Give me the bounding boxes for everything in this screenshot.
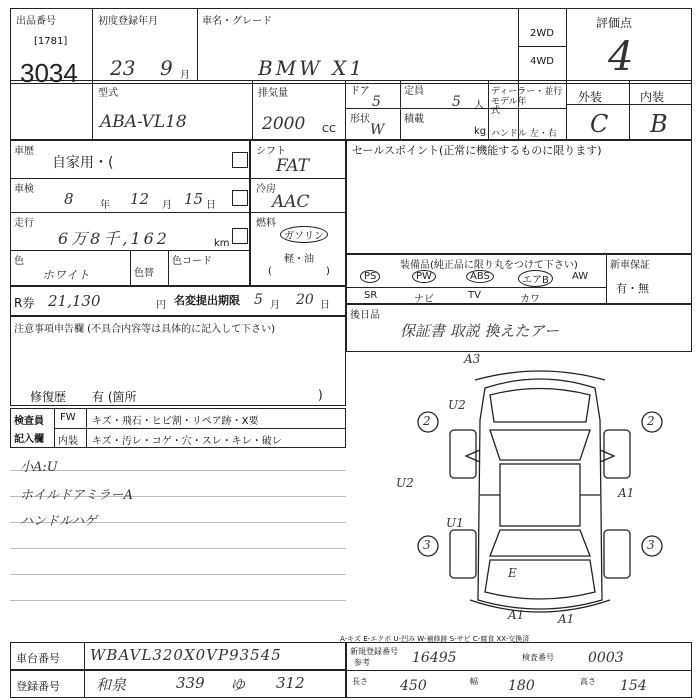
model-label: 車名・グレード bbox=[202, 16, 272, 27]
car-name: BMW X1 bbox=[258, 56, 366, 80]
mark-a1-rear-left: A1 bbox=[508, 608, 525, 622]
inspection-month: 12 bbox=[130, 190, 150, 208]
deadline-month-unit: 月 bbox=[270, 300, 280, 311]
color-label: 色 bbox=[14, 256, 24, 267]
mileage-value: 6万8千,162 bbox=[58, 229, 170, 248]
mark-a1-rear-right: A1 bbox=[558, 612, 575, 626]
drive-4wd: 4WD bbox=[530, 56, 554, 67]
capacity-label: 定員 bbox=[404, 86, 424, 97]
auction-value: 16495 bbox=[412, 650, 457, 666]
lot-number: 3034 bbox=[20, 58, 78, 88]
interior-label: 内装 bbox=[640, 90, 665, 104]
inspection-day: 15 bbox=[184, 190, 204, 208]
shift-label: シフト bbox=[256, 146, 286, 157]
deadline-month: 5 bbox=[254, 292, 263, 308]
note-line-3: ハンドルハゲ bbox=[20, 514, 98, 529]
shift-value: FAT bbox=[276, 156, 310, 176]
fuel-paren-open: ( bbox=[268, 266, 272, 277]
grade-label: 評価点 bbox=[596, 16, 633, 30]
reg-number: 312 bbox=[276, 674, 305, 692]
interior-grade: B bbox=[650, 110, 668, 138]
reg-class: 339 bbox=[176, 674, 205, 692]
equipment-label: 装備品(純正品に限り丸をつけて下さい) bbox=[400, 260, 578, 271]
mark-u2-front: U2 bbox=[448, 398, 466, 412]
rear-value: 保証書 取説 換えたアー bbox=[400, 322, 560, 340]
repair-label: 修復歴 bbox=[30, 390, 67, 404]
month-unit: 月 bbox=[180, 70, 190, 81]
rear-label: 後日品 bbox=[350, 310, 380, 321]
equip-aw: AW bbox=[572, 271, 589, 282]
color-value: ホワイト bbox=[42, 268, 90, 282]
first-reg-month: 9 bbox=[160, 56, 173, 80]
kg-unit: kg bbox=[474, 126, 487, 137]
capacity: 5 bbox=[452, 94, 461, 110]
dealer-label: ディーラー・並行 bbox=[491, 87, 563, 97]
ref-label: 参考 bbox=[354, 658, 370, 667]
mark-u1: U1 bbox=[446, 516, 464, 530]
equip-navi: ナビ bbox=[414, 294, 434, 305]
height-label: 高さ bbox=[580, 677, 596, 686]
fw-label: FW bbox=[60, 412, 76, 423]
color-change-label: 色替 bbox=[134, 268, 154, 279]
day-unit: 日 bbox=[206, 200, 216, 211]
note-line-2: ホイルドアミラーA bbox=[20, 488, 133, 503]
length-label: 長さ bbox=[352, 677, 368, 686]
notes-label: 注意事項申告欄 (不具合内容等は具体的に記入して下さい) bbox=[14, 324, 275, 335]
model-code: ABA-VL18 bbox=[100, 112, 187, 132]
interior-check-text: キズ・汚レ・コゲ・穴・スレ・キレ・破レ bbox=[92, 436, 282, 447]
repair-value: 有 (箇所 bbox=[92, 390, 137, 404]
km-unit: km bbox=[214, 238, 230, 249]
repair-close: ) bbox=[318, 388, 323, 402]
mark-2-right: 2 bbox=[647, 414, 655, 428]
width-label: 幅 bbox=[470, 677, 478, 686]
inspector-label-1: 検査員 bbox=[14, 416, 44, 427]
model-year-label: モデル年式 bbox=[491, 97, 527, 116]
handle-label: ハンドル 左・右 bbox=[491, 129, 557, 139]
reg-area: 和泉 bbox=[96, 676, 127, 694]
doors: 5 bbox=[372, 94, 381, 110]
equip-abs: ABS bbox=[466, 270, 494, 283]
car-damage-diagram bbox=[390, 360, 690, 630]
mileage-label: 走行 bbox=[14, 218, 34, 229]
vin-label: 車台番号 bbox=[16, 652, 60, 665]
width-value: 180 bbox=[508, 678, 535, 694]
reg-label: 登録番号 bbox=[16, 680, 60, 693]
mark-e: E bbox=[508, 566, 517, 580]
fuel-gas: ガソリン bbox=[280, 226, 328, 243]
damage-legend: A-キズ E-エクボ U-凹み W-補修跡 S-サビ C-腐食 XX-交換済 bbox=[340, 635, 530, 643]
deadline-day-unit: 日 bbox=[320, 300, 330, 311]
deadline-day: 20 bbox=[296, 292, 314, 308]
model-code-label: 型式 bbox=[98, 88, 118, 99]
fuel-label: 燃料 bbox=[256, 218, 276, 229]
mark-u2-mirror: U2 bbox=[396, 476, 414, 490]
inspector-label-2: 記入欄 bbox=[14, 434, 44, 445]
fuel-diesel: 軽・油 bbox=[284, 254, 314, 265]
equip-leather: カワ bbox=[520, 294, 540, 305]
shape: W bbox=[370, 122, 385, 138]
length-value: 450 bbox=[400, 678, 427, 694]
inspection-year: 8 bbox=[64, 190, 74, 208]
lot-code: [1781] bbox=[34, 36, 68, 47]
mark-a3: A3 bbox=[464, 352, 481, 366]
equip-tv: TV bbox=[468, 290, 481, 301]
grade-value: 4 bbox=[608, 34, 634, 80]
vin-value: WBAVL320X0VP93545 bbox=[90, 646, 282, 664]
first-reg-label: 初度登録年月 bbox=[98, 16, 158, 27]
serial-label: 検査番号 bbox=[522, 653, 554, 662]
equip-sr: SR bbox=[364, 290, 378, 301]
exterior-grade: C bbox=[590, 110, 609, 138]
r-label: R券 bbox=[14, 296, 35, 310]
mark-3-left: 3 bbox=[423, 538, 431, 552]
equip-airbag: エアB bbox=[518, 270, 553, 287]
new-warranty-label: 新車保証 bbox=[610, 260, 650, 271]
person-unit: 人 bbox=[474, 100, 484, 111]
auction-label: 新規登録番号 bbox=[350, 647, 398, 656]
new-warranty-value: 有・無 bbox=[616, 282, 649, 295]
ac-value: AAC bbox=[272, 192, 310, 212]
color-code-label: 色コード bbox=[172, 256, 212, 267]
year-unit: 年 bbox=[100, 200, 110, 211]
interior-check-label: 内装 bbox=[58, 436, 78, 447]
fw-text: キズ・飛石・ヒビ割・リペア跡・X要 bbox=[92, 416, 259, 427]
exterior-label: 外装 bbox=[578, 90, 603, 104]
history-value: 自家用・( bbox=[52, 155, 114, 171]
fuel-paren-close: ) bbox=[326, 266, 330, 277]
doors-label: ドア bbox=[350, 86, 370, 97]
first-reg-year: 23 bbox=[110, 56, 136, 80]
lot-label: 出品番号 bbox=[16, 16, 56, 27]
displacement-label: 排気量 bbox=[258, 88, 288, 99]
note-line-1: 小A:U bbox=[20, 460, 58, 475]
sales-point-label: セールスポイント(正常に機能するものに限ります) bbox=[352, 144, 602, 157]
r-amount: 21,130 bbox=[48, 292, 101, 310]
equip-pw: PW bbox=[412, 270, 436, 283]
load-label: 積載 bbox=[404, 114, 424, 125]
yen-unit: 円 bbox=[156, 300, 166, 311]
inspection-label: 車検 bbox=[14, 184, 34, 195]
cc-unit: CC bbox=[322, 124, 336, 135]
mark-2-left: 2 bbox=[423, 414, 431, 428]
drive-2wd: 2WD bbox=[530, 28, 554, 39]
serial-value: 0003 bbox=[588, 650, 624, 666]
displacement: 2000 bbox=[262, 114, 306, 134]
ac-label: 冷房 bbox=[256, 184, 276, 195]
inspection-month-unit: 月 bbox=[162, 200, 172, 211]
deadline-label: 名変提出期限 bbox=[174, 294, 240, 307]
history-label: 車歴 bbox=[14, 146, 34, 157]
mark-3-right: 3 bbox=[647, 538, 655, 552]
shape-label: 形状 bbox=[350, 114, 370, 125]
mark-a1-right: A1 bbox=[618, 486, 635, 500]
equip-ps: PS bbox=[360, 270, 380, 283]
height-value: 154 bbox=[620, 678, 647, 694]
reg-kana: ゆ bbox=[230, 676, 246, 694]
